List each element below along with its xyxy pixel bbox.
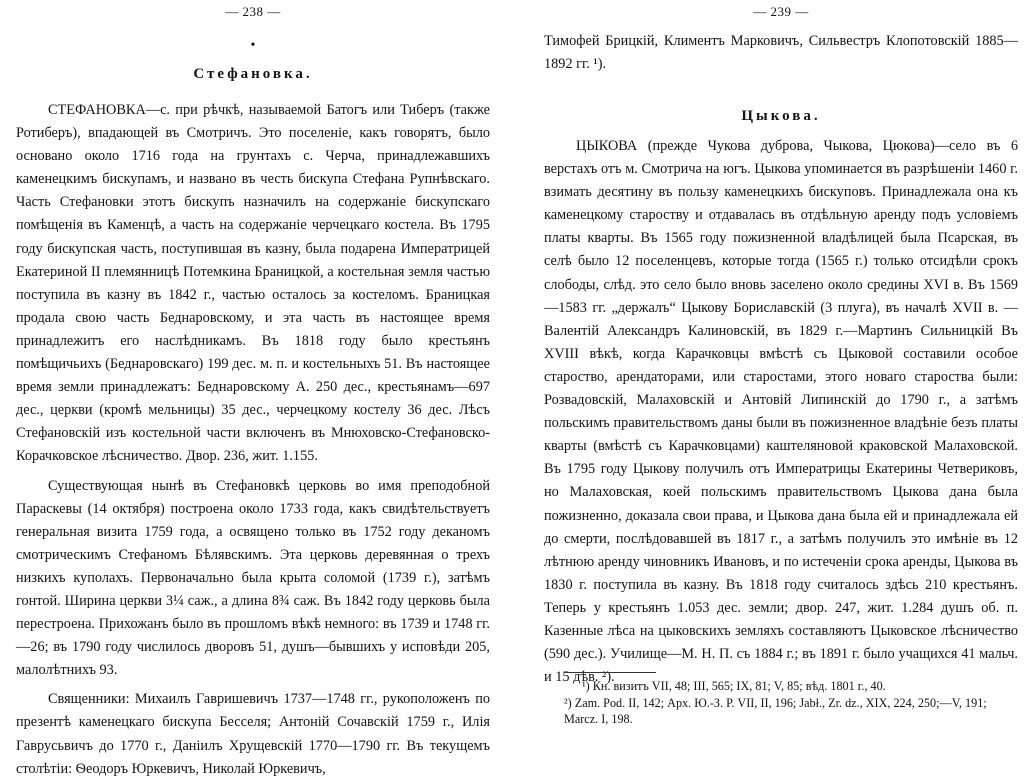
left-page [12,0,494,777]
footnote-separator [564,672,656,673]
footnotes [564,678,1018,728]
paragraph: ЦЫКОВА (прежде Чукова дуброва, Чыкова, Цюкова)—село въ 6 верстахъ отъ м. Смотрича на югъ. Цыкова упоминается въ разрѣшеніи 1460 г. взимать десятину въ пользу каменецкихъ бискуповъ. Принадлежала она къ каменецкому староству и отдавалась въ отдѣльную аренду подъ условіемъ платы кварты. Въ 1565 году пожизненной владѣлицей была Псарская, въ селѣ было 12 поселенцевъ, которые тогда (1565 г.) только отсидѣли срокъ слободы, слѣд. это село было вновь заселено около средины XVI в. Въ 1569—1583 гг. „держалъ“ Цыкову Бориславскій (3 плуга), въ началѣ XVII в. — Валентій Александръ Калиновскій, въ 1829 г.—Мартинъ Сильницкій Въ XVIII вѣкѣ, когда Карачковцы вмѣстѣ съ Цыковой составили особое староство, арендаторами, или старостами, этого новаго староства были: Розвадовскій, Малаховскій и Антовій Липинскій до 1790 г., а затѣмъ польскимъ правительствомъ даны были въ пожизненное владѣніе безъ платы кварты (вмѣстѣ съ Карачковцами) каштеляновой краковской Малаховской. Въ 1795 году Цыкову получилъ отъ Императрицы Екатерины Четвериковъ, но Малаховская, коей польскимъ правительствомъ Цыкова дана была пожизненно, доказала свои права, и Цыкова дана была ей и принадлежала ей до смерти, послѣдовавшей въ 1817 г., а затѣмъ получилъ это имѣніе въ 12 лѣтнюю аренду чиновникъ Ивановъ, и по истеченіи срока аренды, Цыкова въ 1830 г. поступила въ казну. Въ 1818 году считалось здѣсь 210 крестьянъ. Теперь у крестьянъ 1.053 дес. земли; двор. 247, жит. 1.284 душъ об. п. Казенные лѣса на цыковскихъ земляхъ составляютъ Цыковское лѣсничество (590 дес.). Училище—М. Н. П. съ 1884 г.; въ 1891 г. было учащихся 41 мальч. и 15 дѣв. ²). [544,138,1018,686]
section-title: Стефановка. [193,66,313,82]
page-number: — 238 — [225,4,281,19]
footnote: ²) Zam. Pod. II, 142; Арх. Ю.-З. Р. VII, II, 196; Jabł., Zr. dz., XIX, 224, 250;—V, 191; Marcz. I, 198. [564,695,987,727]
section-title: Цыкова. [741,108,821,124]
body-text [16,99,490,781]
body-text [544,135,1018,689]
paragraph: Тимофей Брицкій, Климентъ Марковичъ, Сильвестръ Клопотовскій 1885—1892 гг. ¹). [544,33,1018,73]
page-number: — 239 — [753,4,809,19]
continuation-text [544,30,1018,76]
ornament-dot: • [250,38,256,53]
paragraph: СТЕФАНОВКА—с. при рѣчкѣ, называемой Батогъ или Тиберъ (также Ротиберъ), впадающей въ Смотричъ. Это поселеніе, какъ говорятъ, было основано около 1716 года на грунтахъ с. Черча, принадлежавшихъ каменецкимъ бискупамъ, и названо въ честь бискупа Стефана Рупнѣвскаго. Часть Стефановки этотъ бискупъ назначилъ на содержаніе бискупскаго помѣщенія въ Каменцѣ, а часть на содержаніе черчецкаго костела. Въ 1795 году бискупская часть, поступившая въ казну, была подарена Императрицей Екатериной II племянницѣ Потемкина Браницкой, а костельная земля частью поступила въ казну въ 1842 г., частью осталось за костеломъ. Браницкая продала свою часть Беднаровскому, и эта часть въ настоящее время принадлежитъ его наслѣдникамъ. Въ 1818 году было крестьянъ помѣщичьихъ (Беднаровскаго) 199 дес. м. п. и костельныхъ 51. Въ настоящее время земли принадлежатъ: Беднаровскому А. 250 дес., крестьянамъ—697 дес., церкви (кромѣ мельницы) 35 дес., черчецкому костелу 36 дес. Лѣсъ Стефановскій изъ костельной части включенъ въ Мнюховско-Стефановско-Корачковское лѣсничество. Двор. 236, жит. 1.155. [16,102,490,465]
paragraph: Существующая нынѣ въ Стефановкѣ церковь во имя преподобной Параскевы (14 октября) построена около 1733 года, какъ свидѣтельствуетъ генеральная визита 1759 года, а освящено только въ 1752 году деканомъ смотрическимъ Стефаномъ Бѣлявскимъ. Эта церковь деревянная о трехъ низкихъ куполахъ. Первоначально была крыта соломой (1739 г.), затѣмъ гонтой. Ширина церкви 3¼ саж., а длина 8¾ саж. Въ 1842 году церковь была перестроена. Прихожанъ было въ прошломъ вѣкѣ немного: въ 1739 и 1748 гг.—26; въ 1790 году числилось дворовъ 51, душъ—бывшихъ у исповѣди 205, малолѣтнихъ 93. [16,477,490,679]
paragraph: Священники: Михаилъ Гавришевичъ 1737—1748 гг., рукоположенъ по презентѣ каменецкаго бискупа Бесселя; Антоній Сочавскій 1759 г., Илія Гаврусьвичъ до 1770 г., Даніилъ Хрущевскій 1770—1790 гг. Въ текущемъ столѣтіи: Ѳеодоръ Юркевичъ, Николай Юркевичъ, [16,691,490,777]
footnote: ¹) Кн. визитъ VII, 48; III, 565; IX, 81; V, 85; вѣд. 1801 г., 40. [582,679,886,693]
right-page [540,0,1022,740]
